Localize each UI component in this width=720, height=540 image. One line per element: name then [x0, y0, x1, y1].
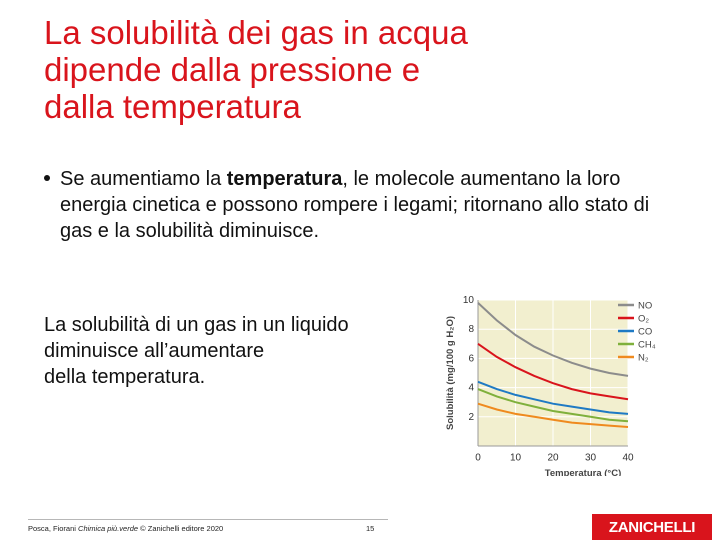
legend-label: CH₄ — [638, 339, 656, 351]
legend-label: N₂ — [638, 352, 649, 364]
x-tick-label: 20 — [547, 452, 559, 464]
footer-authors: Posca, Fiorani — [28, 524, 79, 533]
slide-title — [44, 14, 664, 125]
side-text-line: della temperatura. — [44, 366, 206, 388]
footer-divider — [28, 519, 388, 520]
y-axis-label: Solubilità (mg/100 g H₂O) — [445, 315, 456, 431]
bullet-text — [60, 166, 684, 244]
side-text — [44, 312, 424, 390]
x-tick-label: 40 — [622, 452, 634, 464]
x-tick-label: 30 — [584, 452, 597, 464]
side-text-line: diminuisce all’aumentare — [44, 340, 265, 362]
bullet-item — [44, 166, 684, 244]
footer-rest: © Zanichelli editore 2020 — [138, 524, 224, 533]
y-tick-label: 8 — [468, 324, 474, 336]
x-axis-label: Temperatura (°C) — [544, 468, 622, 476]
x-tick-label: 10 — [509, 452, 522, 464]
footer-credits — [28, 524, 223, 533]
bullet-text-bold: temperatura — [226, 168, 343, 190]
zanichelli-logo: ZANICHELLI — [592, 514, 712, 540]
bullet-text-post: , le molecole aumentano la loro energia cinetica e possono rompere i legami; ritornano allo stato di gas e la solubilità diminuisce. — [60, 168, 650, 242]
footer-book: Chimica più.verde — [78, 524, 139, 533]
legend-label: CO — [638, 326, 653, 338]
bullet-dot-icon — [44, 175, 50, 181]
x-tick-label: 0 — [475, 452, 481, 464]
side-text-line: La solubilità di un gas in un liquido — [44, 314, 349, 336]
page-number: 15 — [366, 524, 375, 533]
y-tick-label: 2 — [468, 411, 474, 423]
y-tick-label: 4 — [468, 382, 474, 394]
solubility-chart — [442, 290, 664, 476]
bullet-text-pre: Se aumentiamo la — [60, 168, 227, 190]
legend-label: O₂ — [638, 313, 650, 325]
legend-label: NO — [638, 300, 653, 312]
title-line: dalla temperatura — [44, 88, 301, 125]
chart-svg — [442, 290, 664, 476]
title-line: dipende dalla pressione e — [44, 51, 421, 88]
y-tick-label: 6 — [468, 353, 474, 365]
y-tick-label: 10 — [462, 295, 474, 306]
title-line: La solubilità dei gas in acqua — [44, 14, 468, 51]
